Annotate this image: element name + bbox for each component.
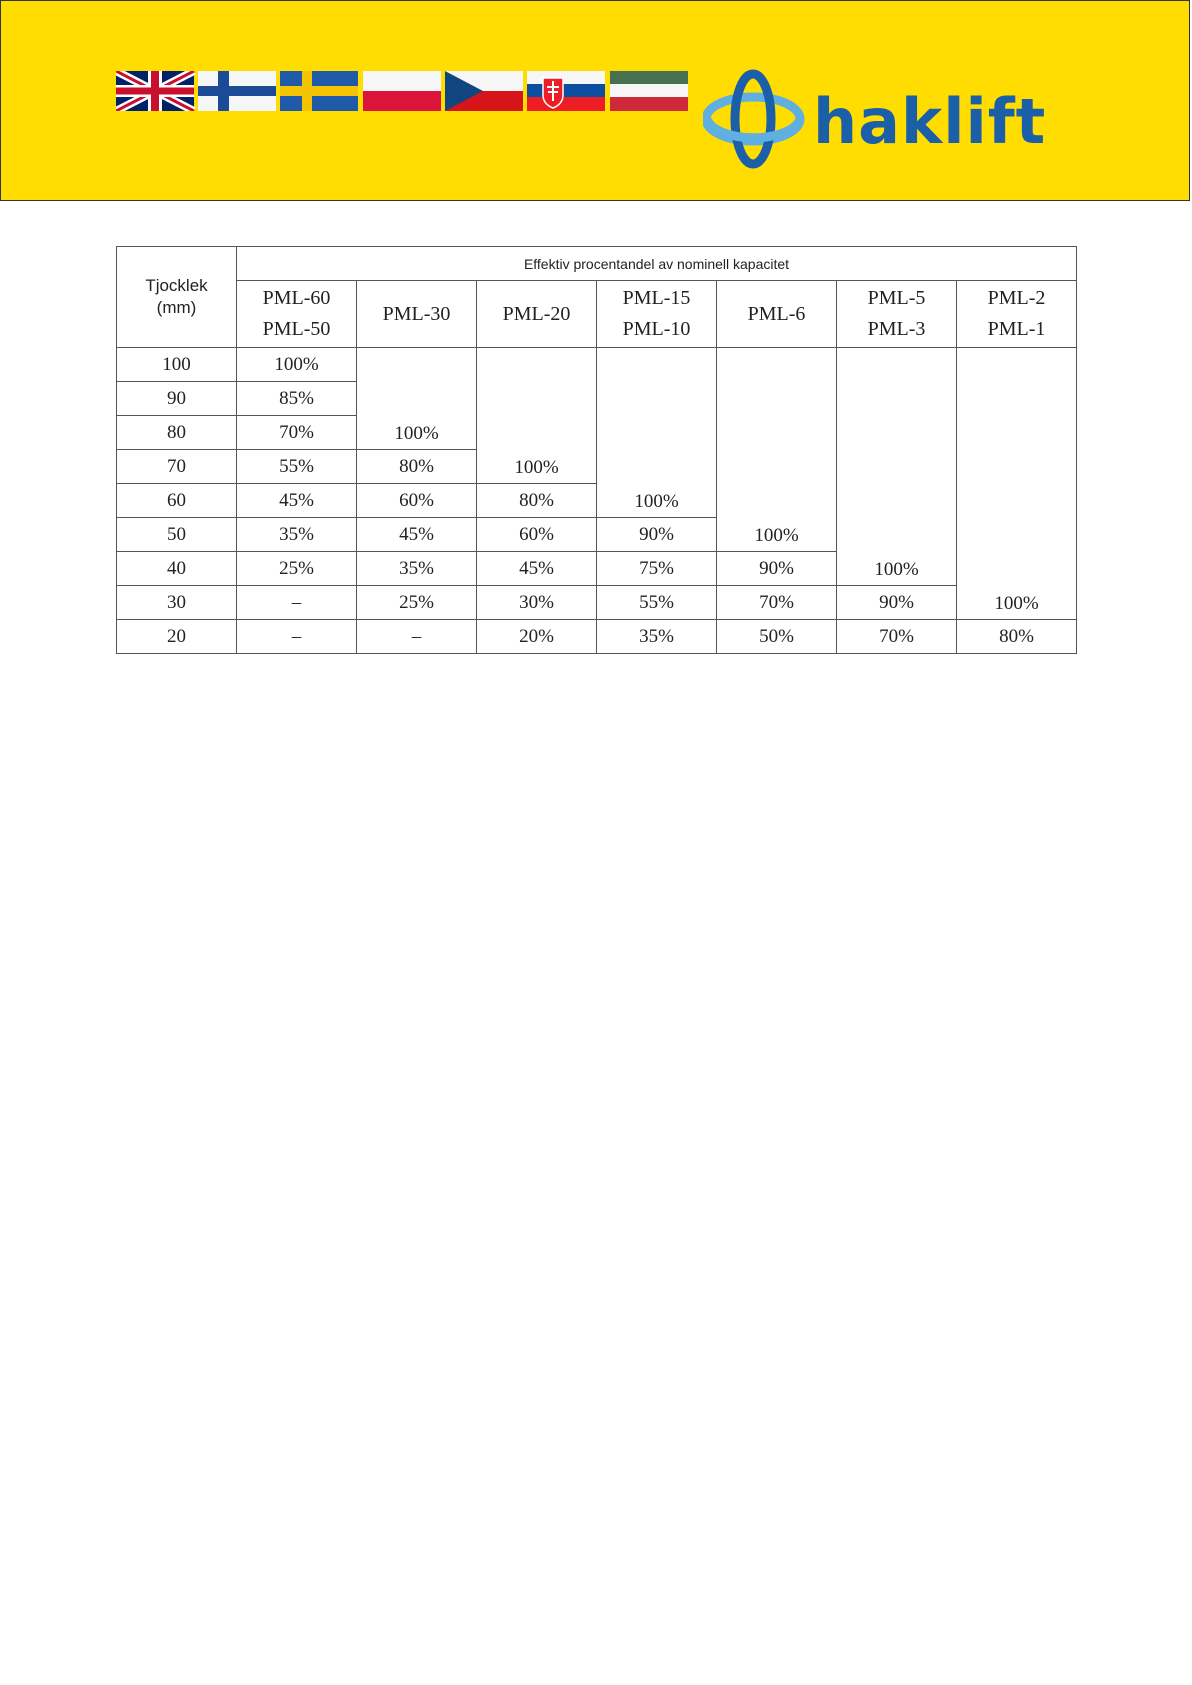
value-cell: 25% — [237, 552, 357, 586]
value-cell: 45% — [237, 484, 357, 518]
value-cell: – — [357, 620, 477, 654]
haklift-logo-icon — [706, 74, 800, 164]
value-cell: 90% — [597, 518, 717, 552]
value-cell: 100% — [837, 348, 957, 586]
model-header: PML-30 — [357, 281, 477, 348]
value-cell: 100% — [957, 348, 1077, 620]
language-flags — [116, 71, 696, 111]
value-cell: 80% — [477, 484, 597, 518]
value-cell: – — [237, 620, 357, 654]
hungary-flag-icon[interactable] — [610, 71, 688, 111]
value-cell: 70% — [837, 620, 957, 654]
value-cell: – — [237, 586, 357, 620]
value-cell: 45% — [477, 552, 597, 586]
value-cell: 85% — [237, 382, 357, 416]
value-cell: 100% — [237, 348, 357, 382]
thickness-cell: 50 — [117, 518, 237, 552]
thickness-cell: 40 — [117, 552, 237, 586]
value-cell: 60% — [477, 518, 597, 552]
value-cell: 50% — [717, 620, 837, 654]
model-header: PML-5 PML-3 — [837, 281, 957, 348]
logo-text: haklift — [813, 85, 1047, 158]
value-cell: 90% — [837, 586, 957, 620]
model-header: PML-15 PML-10 — [597, 281, 717, 348]
model-header: PML-20 — [477, 281, 597, 348]
value-cell: 100% — [477, 348, 597, 484]
slovakia-flag-icon[interactable] — [527, 71, 605, 111]
table-row — [117, 348, 1077, 382]
value-cell: 100% — [597, 348, 717, 518]
value-cell: 30% — [477, 586, 597, 620]
model-header: PML-6 — [717, 281, 837, 348]
value-cell: 55% — [237, 450, 357, 484]
capacity-header: Effektiv procentandel av nominell kapacitet — [237, 247, 1077, 281]
uk-flag-icon[interactable] — [116, 71, 194, 111]
sweden-flag-icon[interactable] — [280, 71, 358, 111]
value-cell: 60% — [357, 484, 477, 518]
value-cell: 90% — [717, 552, 837, 586]
value-cell: 75% — [597, 552, 717, 586]
table-row — [117, 620, 1077, 654]
model-header: PML-60 PML-50 — [237, 281, 357, 348]
thickness-cell: 30 — [117, 586, 237, 620]
value-cell: 100% — [717, 348, 837, 552]
value-cell: 35% — [237, 518, 357, 552]
thickness-cell: 100 — [117, 348, 237, 382]
poland-flag-icon[interactable] — [363, 71, 441, 111]
value-cell: 45% — [357, 518, 477, 552]
thickness-cell: 60 — [117, 484, 237, 518]
value-cell: 70% — [717, 586, 837, 620]
czech-flag-icon[interactable] — [445, 71, 523, 111]
header-banner — [0, 0, 1190, 201]
value-cell: 20% — [477, 620, 597, 654]
capacity-table — [116, 246, 1077, 654]
value-cell: 70% — [237, 416, 357, 450]
value-cell: 100% — [357, 348, 477, 450]
haklift-logo — [703, 67, 1083, 171]
thickness-cell: 20 — [117, 620, 237, 654]
table-row — [117, 586, 1077, 620]
thickness-header: Tjocklek (mm) — [117, 247, 237, 348]
value-cell: 35% — [357, 552, 477, 586]
finland-flag-icon[interactable] — [198, 71, 276, 111]
thickness-cell: 90 — [117, 382, 237, 416]
value-cell: 55% — [597, 586, 717, 620]
thickness-cell: 70 — [117, 450, 237, 484]
value-cell: 25% — [357, 586, 477, 620]
thickness-cell: 80 — [117, 416, 237, 450]
model-header: PML-2 PML-1 — [957, 281, 1077, 348]
value-cell: 35% — [597, 620, 717, 654]
value-cell: 80% — [957, 620, 1077, 654]
value-cell: 80% — [357, 450, 477, 484]
